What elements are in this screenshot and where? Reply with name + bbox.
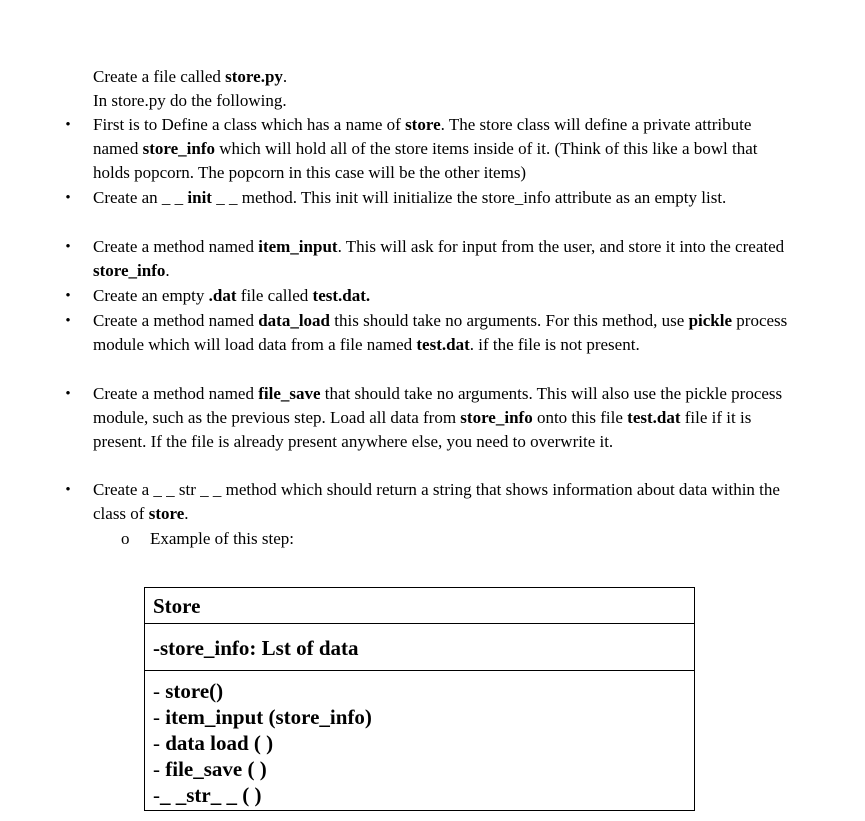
intro-line-2: In store.py do the following. — [93, 91, 287, 110]
sub-bullet-marker: o — [121, 529, 130, 548]
uml-method: - item_input (store_info) — [153, 705, 372, 729]
bullet-item-dat-file: Create an empty .dat file called test.dat. — [93, 286, 371, 305]
uml-method: - file_save ( ) — [153, 757, 267, 781]
intro-punct: . — [282, 67, 288, 86]
uml-methods-section — [145, 671, 694, 810]
uml-class-name-section — [145, 588, 694, 624]
intro-text: Create a file called — [93, 67, 226, 86]
sub-item-example: Example of this step: — [150, 529, 295, 548]
bullet-item-define-class: First is to Define a class which has a name of store. The store class will define a private attribute named store_info which will hold all of the store items inside of it. (Think of this like a bowl that holds popcorn. The popcorn in this case will be the other items) — [93, 115, 758, 182]
bullet-marker: • — [65, 386, 71, 402]
bullet-item-data-load: Create a method named data_load this should take no arguments. For this method, use pickle process module which will load data from a file named test.dat. if the file is not present. — [93, 311, 788, 354]
uml-class-diagram — [144, 587, 695, 811]
bullet-item-item-input: Create a method named item_input. This will ask for input from the user, and store it into the created store_info. — [93, 237, 785, 280]
bullet-item-str-method: Create a _ _ str _ _ method which should return a string that shows information about data within the class of store. — [93, 480, 780, 523]
uml-method: - store() — [153, 679, 224, 703]
uml-method: - data load ( ) — [153, 731, 274, 755]
bullet-marker: • — [65, 117, 71, 133]
uml-attribute: -store_info: Lst of data — [153, 636, 359, 660]
intro-line-1 — [93, 65, 287, 89]
bullet-item-init-method: Create an _ _ init _ _ method. This init will initialize the store_info attribute as an empty list. — [93, 188, 727, 207]
bullet-marker: • — [65, 239, 71, 255]
uml-attributes-section — [145, 624, 694, 671]
bullet-marker: • — [65, 190, 71, 206]
uml-class-name: Store — [153, 594, 201, 618]
filename-store-py: store.py — [225, 67, 283, 86]
bullet-marker: • — [65, 313, 71, 329]
uml-method: -_ _str_ _ ( ) — [153, 783, 262, 807]
bullet-item-file-save: Create a method named file_save that should take no arguments. This will also use the pickle process module, such as the previous step. Load all data from store_info onto this file test.dat file if it is present. If the file is already present anywhere else, you need to overwrite it. — [93, 384, 783, 451]
bullet-marker: • — [65, 288, 71, 304]
bullet-marker: • — [65, 482, 71, 498]
